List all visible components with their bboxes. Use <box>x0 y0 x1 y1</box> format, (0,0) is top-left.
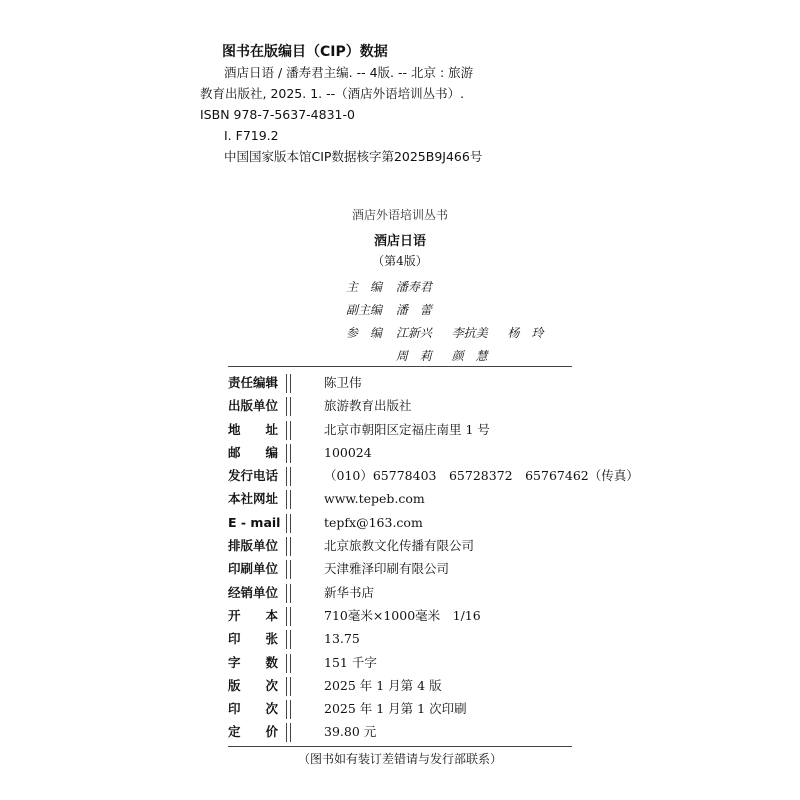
info-label: 邮 编 <box>228 444 279 460</box>
role-name: 周 莉 <box>395 349 432 363</box>
info-label: 出版单位 <box>228 398 279 414</box>
series-name: 酒店外语培训丛书 <box>351 208 448 222</box>
role-name: 江新兴 <box>395 326 432 340</box>
cip-line: Ⅰ. F719.2 <box>224 128 279 143</box>
info-label: 印 次 <box>228 701 279 717</box>
separator <box>290 467 291 486</box>
cip-block <box>200 42 600 167</box>
separator <box>290 677 291 696</box>
info-label: 地 址 <box>228 421 279 437</box>
book-title: 酒店日语 <box>373 234 426 249</box>
contributors <box>346 276 560 368</box>
role-row <box>346 299 560 322</box>
cip-line: ISBN 978-7-5637-4831-0 <box>200 107 355 122</box>
info-value: 2025 年 1 月第 4 版 <box>324 677 442 693</box>
separator <box>286 584 287 603</box>
info-label: 字 数 <box>228 654 279 670</box>
separator <box>290 584 291 603</box>
separator <box>286 537 287 556</box>
cip-line: 中国国家版本馆CIP数据核字第2025B9J466号 <box>224 149 483 164</box>
info-label: E - mail <box>228 514 281 530</box>
separator <box>290 723 291 742</box>
separator <box>290 654 291 673</box>
role-row <box>346 345 560 368</box>
footer-note: （图书如有装订差错请与发行部联系） <box>297 752 502 766</box>
info-value: 北京旅教文化传播有限公司 <box>324 538 475 554</box>
info-value: 北京市朝阳区定福庄南里 1 号 <box>324 421 490 437</box>
separator <box>290 630 291 649</box>
role-name: 李抗美 <box>451 326 488 340</box>
separator <box>286 654 287 673</box>
cip-line: 教育出版社, 2025. 1. --（酒店外语培训丛书）. <box>200 86 465 101</box>
separator <box>286 630 287 649</box>
role-name: 潘寿君 <box>395 280 432 294</box>
separator <box>286 421 287 440</box>
role-label: 参 编 <box>346 326 383 340</box>
info-value: 39.80 元 <box>324 724 377 740</box>
cip-title: 图书在版编目（CIP）数据 <box>222 44 388 60</box>
info-value: 710毫米×1000毫米 1/16 <box>324 607 481 623</box>
info-label: 排版单位 <box>228 538 279 554</box>
separator <box>290 490 291 509</box>
separator <box>290 421 291 440</box>
info-value: 陈卫伟 <box>324 375 362 390</box>
info-label: 印刷单位 <box>228 561 279 577</box>
separator <box>286 444 287 463</box>
role-name: 潘 蕾 <box>395 303 432 317</box>
separator <box>290 607 291 626</box>
info-label: 定 价 <box>228 724 279 740</box>
separator <box>286 397 287 416</box>
info-value: 新华书店 <box>324 584 375 600</box>
separator <box>290 444 291 463</box>
info-label: 经销单位 <box>228 584 279 600</box>
separator <box>290 700 291 719</box>
info-value: （010）65778403 65728372 65767462（传真） <box>324 468 639 484</box>
separator <box>286 677 287 696</box>
info-value: 旅游教育出版社 <box>324 398 412 414</box>
separator <box>290 514 291 533</box>
info-value: www.tepeb.com <box>324 491 425 507</box>
separator <box>286 467 287 486</box>
info-value: 100024 <box>324 444 372 460</box>
info-value: 151 千字 <box>324 654 377 670</box>
separator <box>286 607 287 626</box>
cip-line: 酒店日语 / 潘寿君主编. -- 4版. -- 北京 : 旅游 <box>224 65 474 80</box>
separator <box>290 537 291 556</box>
info-label: 发行电话 <box>228 468 279 484</box>
separator <box>290 560 291 579</box>
top-rule <box>228 366 572 367</box>
info-value: 2025 年 1 月第 1 次印刷 <box>324 701 467 717</box>
info-label: 版 次 <box>228 677 279 693</box>
info-value: 天津雅泽印刷有限公司 <box>324 561 450 577</box>
info-label: 本社网址 <box>228 491 279 507</box>
separator <box>286 490 287 509</box>
separator <box>290 397 291 416</box>
separator <box>286 374 287 393</box>
role-label: 主 编 <box>346 280 383 294</box>
info-value: tepfx@163.com <box>324 514 423 530</box>
info-value: 13.75 <box>324 631 360 647</box>
edition: （第4版） <box>372 254 428 268</box>
separator <box>286 723 287 742</box>
separator <box>290 374 291 393</box>
role-label: 副主编 <box>346 303 383 317</box>
role-row <box>346 276 560 299</box>
role-name: 杨 玲 <box>507 326 544 340</box>
role-row <box>346 322 560 345</box>
info-label: 开 本 <box>228 607 279 623</box>
role-name: 颜 慧 <box>451 349 488 363</box>
info-label: 印 张 <box>228 631 279 647</box>
separator <box>286 700 287 719</box>
separator <box>286 514 287 533</box>
info-label: 责任编辑 <box>228 375 279 390</box>
separator <box>286 560 287 579</box>
bottom-rule <box>228 746 572 747</box>
